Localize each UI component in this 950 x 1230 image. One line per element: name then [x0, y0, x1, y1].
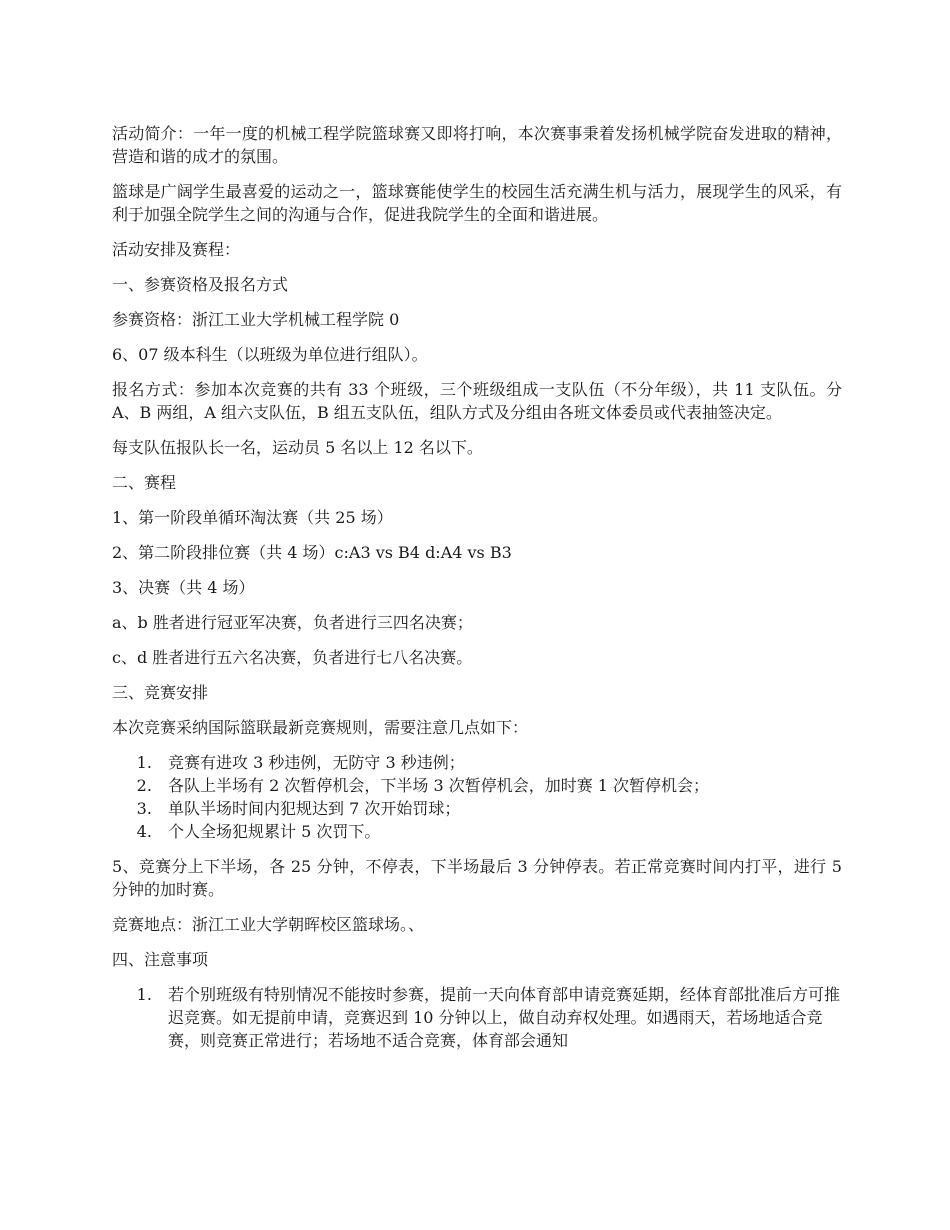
- venue-paragraph: 竞赛地点：浙江工业大学朝晖校区篮球场。、: [112, 915, 425, 934]
- signup-paragraph: 报名方式：参加本次竞赛的共有 33 个班级，三个班级组成一支队伍（不分年级），共 11 支队伍。分 A、B 两组，A 组六支队伍，B 组五支队伍，组队方式及分组由各班文体委员或代表抽签决定。: [112, 380, 842, 422]
- list-item: 4. 个人全场犯规累计 5 次罚下。: [157, 820, 842, 843]
- team-size-paragraph: 每支队伍报队长一名，运动员 5 名以上 12 名以下。: [112, 438, 483, 457]
- section-heading-notes: 四、注意事项: [112, 950, 209, 969]
- list-item: 1. 若个别班级有特别情况不能按时参赛，提前一天向体育部申请竞赛延期，经体育部批准后方可推迟竞赛。如无提前申请，竞赛迟到 10 分钟以上，做自动弃权处理。如遇雨天，若场地适合竞赛，则竞赛正常进行；若场地不适合竞赛，体育部会通知: [157, 983, 842, 1052]
- notes-list: [112, 983, 842, 1052]
- list-item: 2. 各队上半场有 2 次暂停机会，下半场 3 次暂停机会，加时赛 1 次暂停机会；: [157, 774, 842, 797]
- basketball-paragraph: 篮球是广阔学生最喜爱的运动之一，篮球赛能使学生的校园生活充满生机与活力，展现学生的风采，有利于加强全院学生之间的沟通与合作，促进我院学生的全面和谐进展。: [112, 182, 842, 224]
- document-page: [112, 122, 842, 1064]
- cd-final-paragraph: c、d 胜者进行五六名决赛，负者进行七八名决赛。: [112, 648, 473, 667]
- stage2-paragraph: 2、第二阶段排位赛（共 4 场）c:A3 vs B4 d:A4 vs B3: [112, 543, 512, 562]
- eligibility-paragraph: 参赛资格：浙江工业大学机械工程学院 0: [112, 310, 400, 329]
- stage1-paragraph: 1、第一阶段单循环淘汰赛（共 25 场）: [112, 508, 393, 527]
- rules-intro-paragraph: 本次竞赛采纳国际篮联最新竞赛规则，需要注意几点如下：: [112, 718, 529, 737]
- section-heading-schedule: 二、赛程: [112, 473, 177, 492]
- halves-paragraph: 5、竞赛分上下半场，各 25 分钟，不停表，下半场最后 3 分钟停表。若正常竞赛时间内打平，进行 5 分钟的加时赛。: [112, 857, 842, 899]
- grades-paragraph: 6、07 级本科生（以班级为单位进行组队）。: [112, 345, 428, 364]
- ab-final-paragraph: a、b 胜者进行冠亚军决赛，负者进行三四名决赛；: [112, 613, 473, 632]
- schedule-heading: 活动安排及赛程：: [112, 240, 241, 259]
- section-heading-arrangement: 三、竞赛安排: [112, 683, 209, 702]
- intro-paragraph: 活动简介：一年一度的机械工程学院篮球赛又即将打响，本次赛事秉着发扬机械学院奋发进取的精神，营造和谐的成才的氛围。: [112, 124, 842, 166]
- section-heading-eligibility: 一、参赛资格及报名方式: [112, 275, 289, 294]
- stage3-paragraph: 3、决赛（共 4 场）: [112, 578, 255, 597]
- list-item: 1. 竞赛有进攻 3 秒违例，无防守 3 秒违例；: [157, 751, 842, 774]
- list-item: 3. 单队半场时间内犯规达到 7 次开始罚球；: [157, 797, 842, 820]
- rules-list: [112, 751, 842, 843]
